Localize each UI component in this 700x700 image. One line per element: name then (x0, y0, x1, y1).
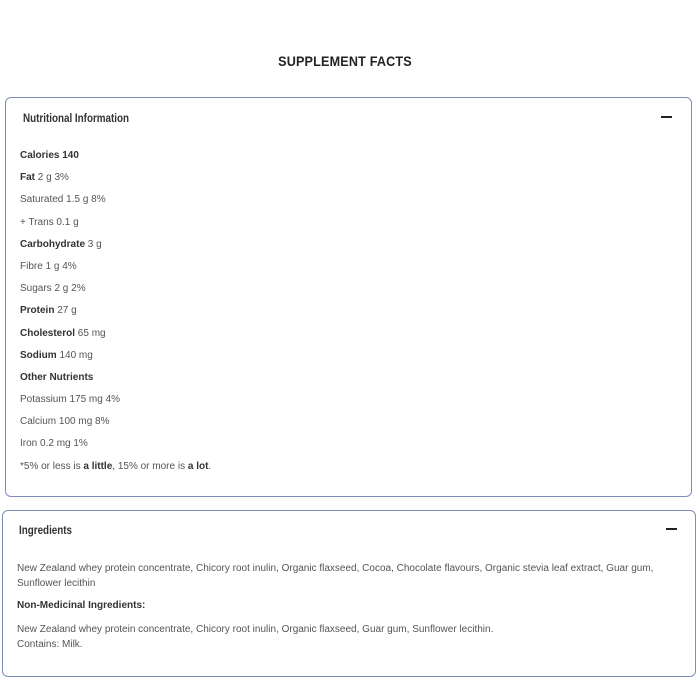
nutrient-label: Sodium (20, 349, 57, 361)
nutrient-label: Cholesterol (20, 327, 76, 339)
nutrient-label: Protein (20, 305, 55, 317)
nutrient-value: Sugars 2 g 2% (20, 283, 86, 295)
nutrient-row (20, 234, 211, 256)
footnote-suffix: . (208, 460, 212, 472)
ingredients-panel (2, 510, 696, 677)
nutrient-row (20, 145, 211, 167)
nutrient-row (20, 389, 211, 411)
nutrient-list (20, 145, 211, 478)
nutrient-row (20, 212, 211, 234)
nutrition-collapse-button[interactable] (658, 108, 676, 126)
nutrient-label: Other Nutrients (20, 371, 94, 383)
nutrition-panel (5, 97, 692, 497)
footnote-lot: a lot (187, 460, 209, 472)
footnote-little: a little (83, 460, 113, 472)
nutrient-value: Calcium 100 mg 8% (20, 416, 110, 428)
non-medicinal-text: New Zealand whey protein concentrate, Chicory root inulin, Organic flaxseed, Guar gum, Sunflower lecithin. (17, 624, 494, 635)
nutrient-row (20, 345, 211, 367)
daily-value-footnote (20, 456, 211, 478)
nutrient-row (20, 323, 211, 345)
footnote-prefix: *5% or less is (20, 460, 84, 472)
minus-icon (661, 116, 672, 118)
nutrition-panel-header[interactable] (6, 98, 691, 136)
ingredients-text: New Zealand whey protein concentrate, Chicory root inulin, Organic flaxseed, Cocoa, Chocolate flavours, Organic stevia leaf extract, Guar gum, Sunflower lecithin (17, 563, 654, 589)
nutrient-value: Potassium 175 mg 4% (20, 394, 121, 406)
nutrient-value: 2 g 3% (37, 172, 69, 184)
ingredients-collapse-button[interactable] (663, 520, 681, 538)
nutrient-row (20, 278, 211, 300)
nutrient-row (20, 433, 211, 455)
footnote-middle: , 15% or more is (112, 460, 188, 472)
nutrient-row (20, 300, 211, 322)
nutrient-value: 3 g (87, 238, 102, 250)
nutrient-row (20, 367, 211, 389)
nutrient-row (20, 167, 211, 189)
nutrient-value: 27 g (57, 305, 77, 317)
nutrient-value: 140 mg (59, 349, 93, 361)
nutrient-value: Fibre 1 g 4% (20, 260, 77, 272)
nutrient-row (20, 411, 211, 433)
ingredients-panel-header[interactable] (3, 511, 695, 549)
nutrient-label: Fat (20, 172, 35, 184)
ingredients-body (17, 561, 667, 652)
nutrient-label: Carbohydrate (20, 238, 86, 250)
non-medicinal-heading: Non-Medicinal Ingredients: (17, 600, 146, 611)
allergen-contains: Contains: Milk. (17, 639, 83, 650)
nutrient-value: Iron 0.2 mg 1% (20, 438, 88, 450)
nutrient-row (20, 256, 211, 278)
nutrient-value: 65 mg (77, 327, 106, 339)
ingredients-panel-title: Ingredients (19, 523, 73, 537)
nutrient-value: + Trans 0.1 g (20, 216, 79, 228)
nutrient-value: Saturated 1.5 g 8% (20, 194, 106, 206)
nutrition-panel-title: Nutritional Information (23, 111, 130, 125)
nutrient-label: Calories 140 (20, 150, 79, 161)
minus-icon (666, 528, 677, 530)
page-title: SUPPLEMENT FACTS (278, 53, 412, 69)
nutrient-row (20, 189, 211, 211)
